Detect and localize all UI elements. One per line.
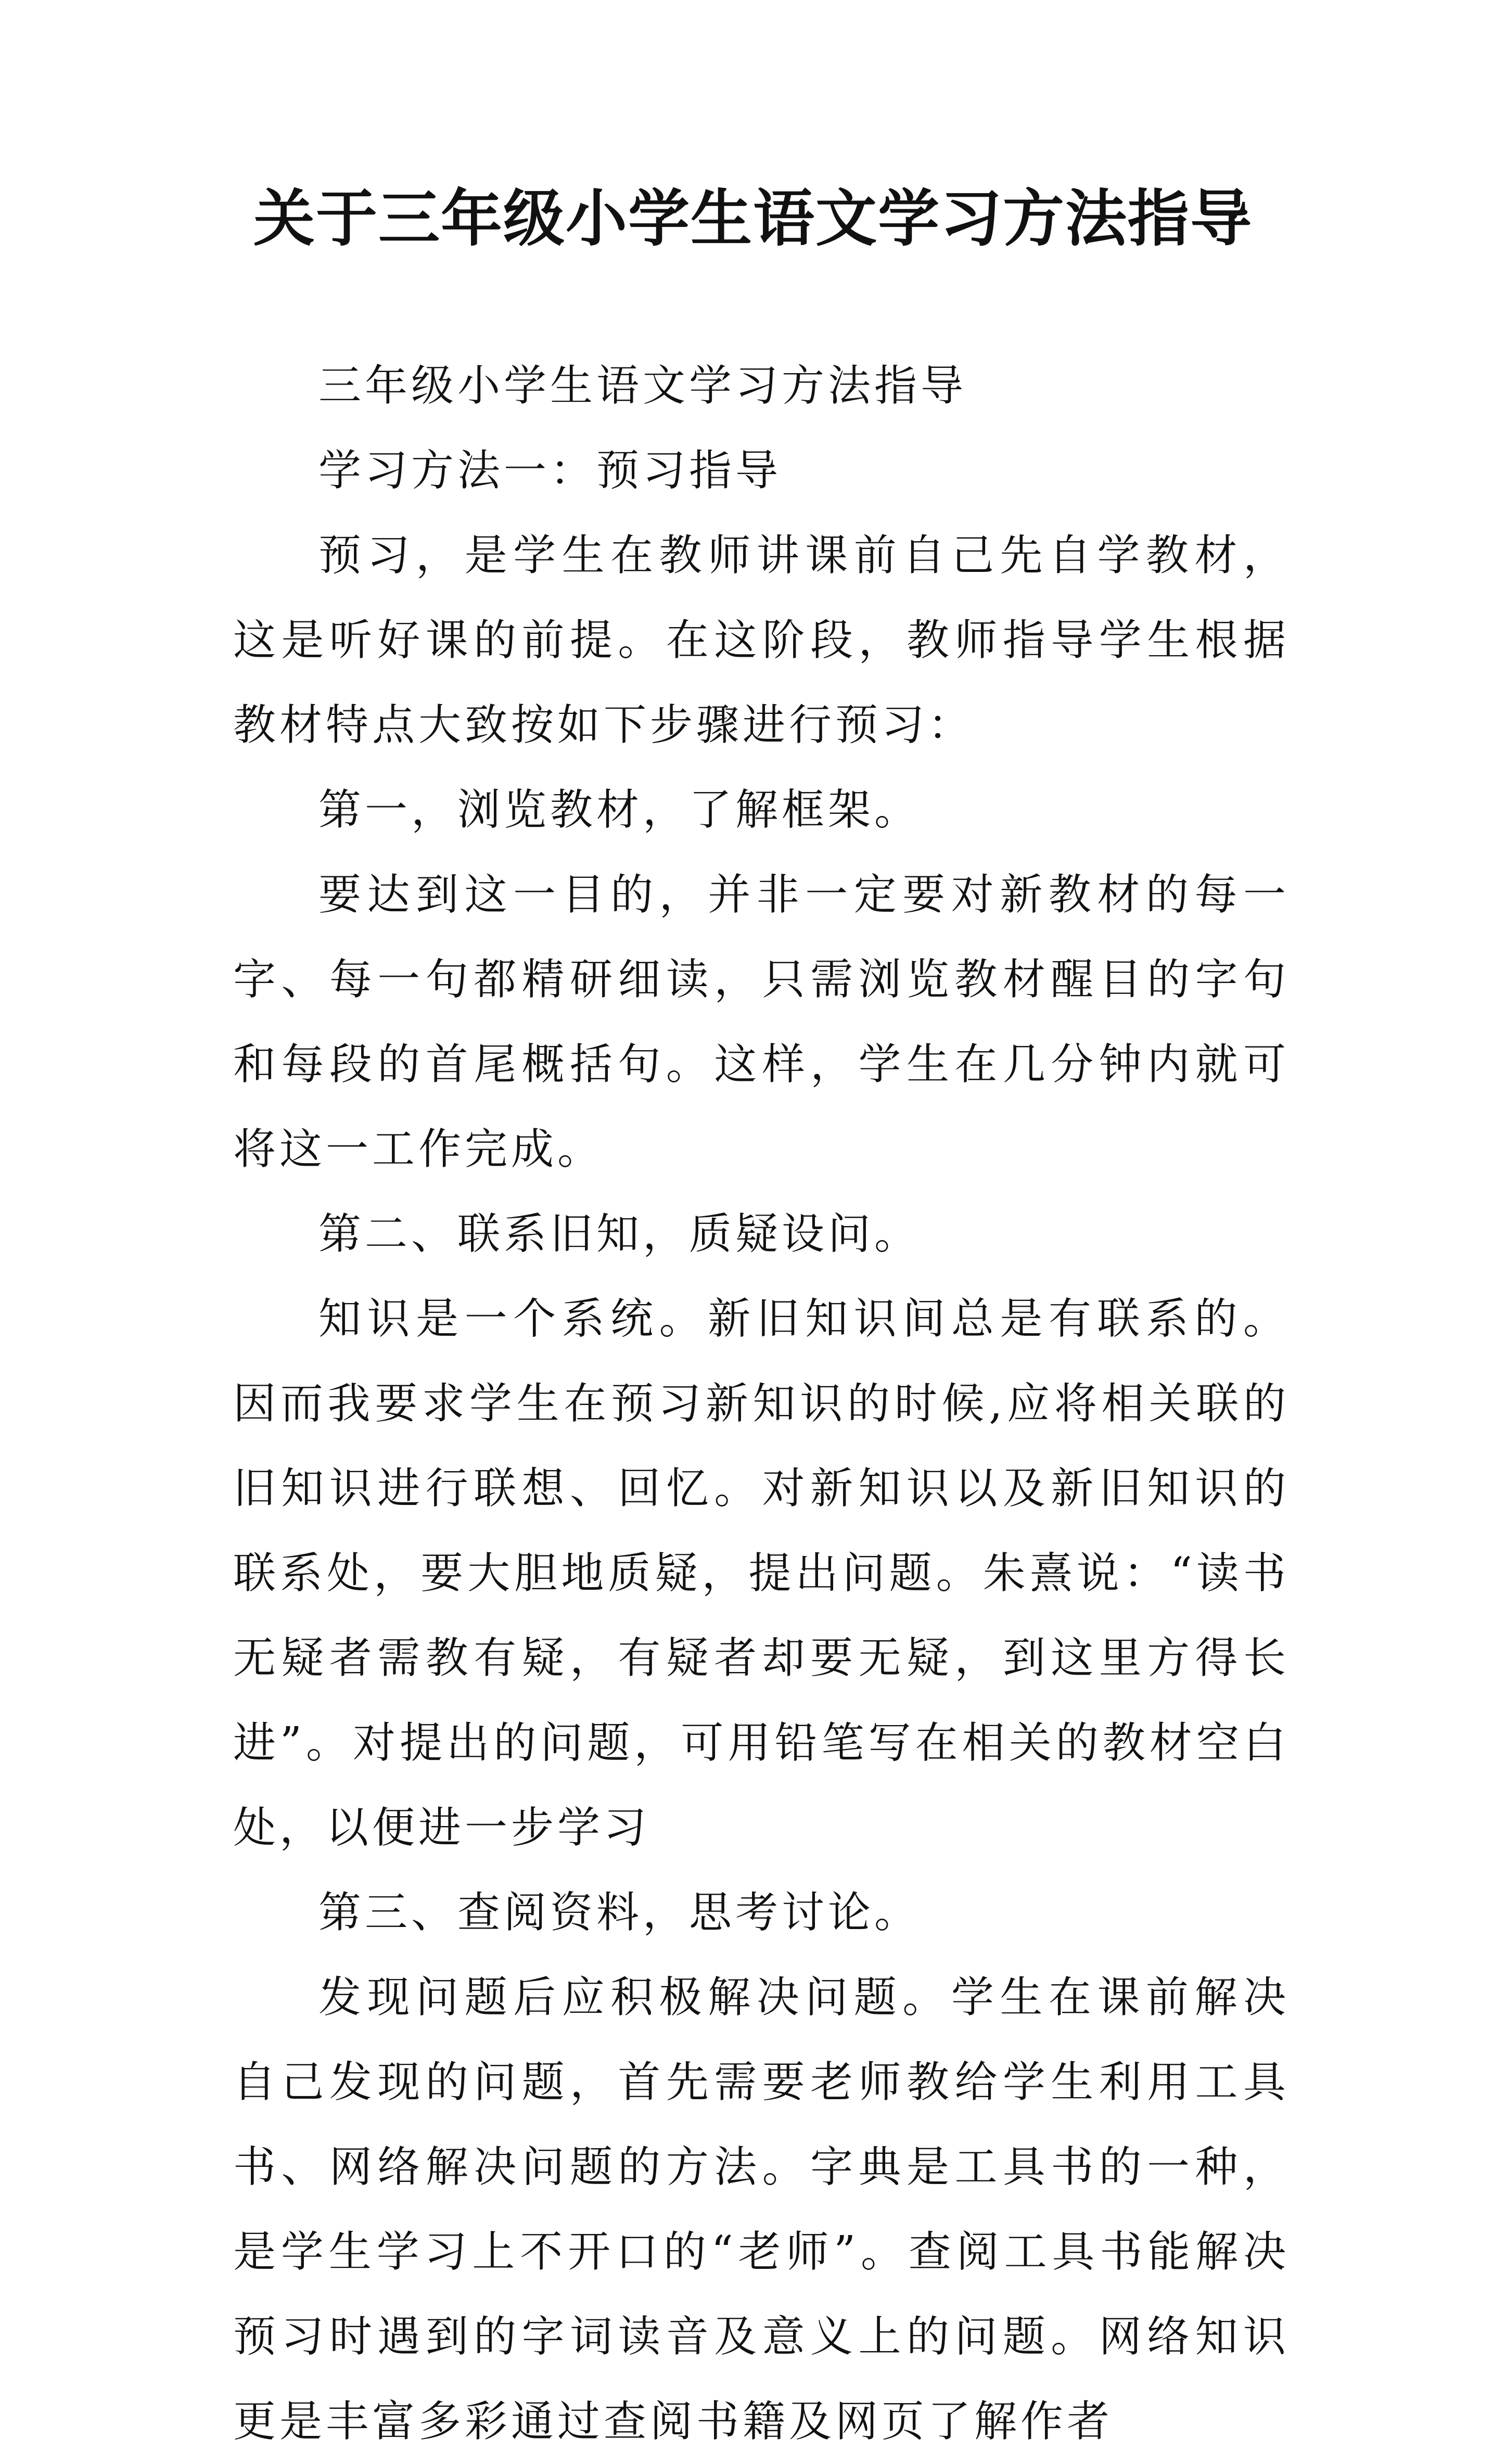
step-heading-third: 第三、查阅资料，思考讨论。 <box>318 1888 921 1937</box>
document-body <box>233 343 1290 2464</box>
document-title: 关于三年级小学生语文学习方法指导 <box>253 182 1253 254</box>
paragraph-first-step: 要达到这一目的，并非一定要对新教材的每一字、每一句都精研细读，只需浏览教材醒目的字句和每段的首尾概括句。这样，学生在几分钟内就可将这一工作完成。 <box>233 870 1290 1174</box>
paragraph-second-step: 知识是一个系统。新旧知识间总是有联系的。因而我要求学生在预习新知识的时候,应将相关联的旧知识进行联想、回忆。对新知识以及新旧知识的联系处，要大胆地质疑，提出问题。朱熹说：“读书无疑者需教有疑，有疑者却要无疑，到这里方得长进”。对提出的问题，可用铅笔写在相关的教材空白处，以便进一步学习 <box>233 1294 1290 1853</box>
step-heading-second: 第二、联系旧知，质疑设问。 <box>318 1209 921 1259</box>
section-heading-method-one: 学习方法一：预习指导 <box>318 446 782 495</box>
step-heading-first: 第一，浏览教材，了解框架。 <box>318 785 921 835</box>
paragraph-preview-intro: 预习，是学生在教师讲课前自己先自学教材，这是听好课的前提。在这阶段，教师指导学生根据教材特点大致按如下步骤进行预习： <box>233 531 1290 750</box>
subtitle-paragraph: 三年级小学生语文学习方法指导 <box>318 361 967 411</box>
paragraph-third-step: 发现问题后应积极解决问题。学生在课前解决自己发现的问题，首先需要老师教给学生利用工具书、网络解决问题的方法。字典是工具书的一种，是学生学习上不开口的“老师”。查阅工具书能解决预习时遇到的字词读音及意义上的问题。网络知识更是丰富多彩通过查阅书籍及网页了解作者 <box>233 1973 1290 2446</box>
